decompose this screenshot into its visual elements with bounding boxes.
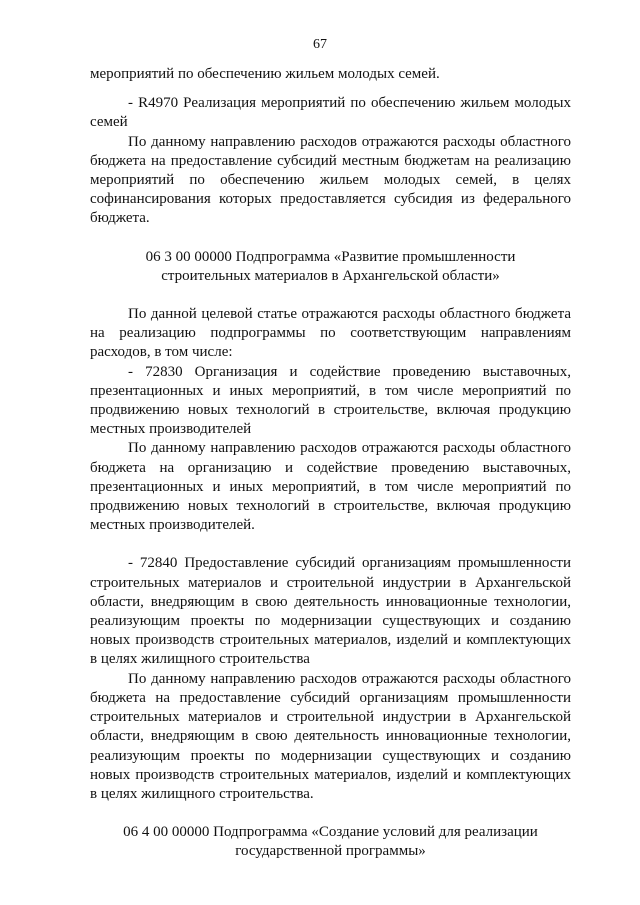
document-body	[90, 65, 571, 862]
carry-over-paragraph: мероприятий по обеспечению жильем молодых семей.	[90, 66, 440, 82]
subprogram-0630-heading-line-1: 06 3 00 00000 Подпрограмма «Развитие промышленности	[145, 248, 516, 265]
page-number: 67	[313, 37, 327, 52]
subprogram-0630-heading-line-2: строительных материалов в Архангельской области»	[161, 267, 500, 284]
subprogram-0630-heading	[90, 248, 571, 286]
item-r4970-paragraph: - R4970 Реализация мероприятий по обеспечению жильем молодых семей	[90, 95, 571, 131]
subprogram-0630-intro: По данной целевой статье отражаются расходы областного бюджета на реализацию подпрограммы по соответствующим направлениям расходов, в том числе:	[90, 306, 571, 361]
item-r4970-explanation: По данному направлению расходов отражаются расходы областного бюджета на предоставление субсидий местным бюджетам на реализацию мероприятий по обеспечению жильем молодых семей, в целях софинансирования которых предоставляется субсидия из федерального бюджета.	[90, 133, 571, 227]
item-72840-explanation: По данному направлению расходов отражаются расходы областного бюджета на предоставление субсидий организациям промышленности строительных материалов и строительной индустрии в Архангельской области, внедряющим в свою деятельность инновационные технологии, реализующим проекты по модернизации существующих и созданию новых производств строительных материалов, изделий и комплектующих в целях жилищного строительства.	[90, 670, 571, 802]
item-72830-explanation: По данному направлению расходов отражаются расходы областного бюджета на организацию и содействие проведению выставочных, презентационных и иных мероприятий, в том числе мероприятий по продвижению новых технологий в строительстве, включая продукцию местных производителей.	[90, 440, 571, 534]
subprogram-0640-heading-line-2: государственной программы»	[235, 843, 426, 860]
item-72830-paragraph: - 72830 Организация и содействие проведению выставочных, презентационных и иных мероприятий, в том числе мероприятий по продвижению новых технологий в строительстве, включая продукцию местных производителей	[90, 363, 571, 438]
subprogram-0640-heading-line-1: 06 4 00 00000 Подпрограмма «Создание условий для реализации	[123, 824, 538, 841]
subprogram-0640-heading	[90, 823, 571, 861]
item-72840-paragraph: - 72840 Предоставление субсидий организациям промышленности строительных материалов и строительной индустрии в Архангельской области, внедряющим в свою деятельность инновационные технологии, реализующим проекты по модернизации существующих и созданию новых производств строительных материалов, изделий и комплектующих в целях жилищного строительства	[90, 555, 571, 668]
